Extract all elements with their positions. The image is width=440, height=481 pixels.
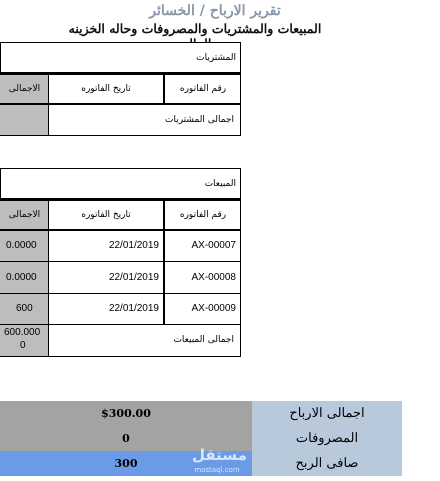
table-row <box>0 262 241 294</box>
row-invoice: AX-00007 <box>191 240 236 251</box>
purchases-header-date-cell <box>49 75 165 103</box>
sales-header-date-cell <box>49 201 165 229</box>
watermark-logo-text: مستقل <box>192 446 247 464</box>
total-profit-value: $300.00 <box>101 407 151 420</box>
purchases-total-value-cell <box>0 105 49 135</box>
sales-header-total: الاجمالى <box>8 210 41 220</box>
purchases-section-header <box>0 42 241 73</box>
sales-header-invoice: رقم الفاتوره <box>179 210 227 220</box>
sales-section-header <box>0 168 241 199</box>
expenses-label: المصروفات <box>295 431 359 446</box>
table-row <box>0 231 241 262</box>
sales-total-label: اجمالى المبيعات <box>173 335 234 345</box>
purchases-header-date: تاريخ الفاتوره <box>81 84 131 94</box>
purchases-header-total-cell <box>0 75 49 103</box>
row-date: 22/01/2019 <box>108 272 159 283</box>
purchases-header-row <box>0 73 241 105</box>
purchases-header-invoice-cell <box>165 75 241 103</box>
sales-header-total-cell <box>0 201 49 229</box>
purchases-section-title: المشتريات <box>196 53 236 63</box>
sales-header-invoice-cell <box>165 201 241 229</box>
sales-total-value-line2: 0 <box>20 340 26 351</box>
expenses-value: 0 <box>122 432 130 445</box>
row-invoice: AX-00008 <box>191 272 236 283</box>
row-invoice-cell <box>165 294 241 324</box>
row-total: 0.0000 <box>6 240 37 251</box>
purchases-total-label: اجمالى المشتريات <box>165 115 234 125</box>
sales-total-value-cell <box>0 325 49 356</box>
row-date-cell <box>49 262 165 293</box>
row-date-cell <box>49 294 165 324</box>
report-subtitle: المبيعات والمشتريات والمصروفات وحاله الخزينه <box>68 21 322 36</box>
row-total: 0.0000 <box>6 272 37 283</box>
watermark-url: mostaql.com <box>194 466 240 474</box>
sales-section-title: المبيعات <box>204 179 236 189</box>
row-total-cell <box>0 294 49 324</box>
purchases-total-row <box>0 105 241 136</box>
purchases-header-total: الاجمالى <box>8 84 41 94</box>
net-profit-value: 300 <box>114 457 138 470</box>
sales-total-row <box>0 325 241 357</box>
row-date-cell <box>49 231 165 261</box>
row-invoice: AX-00009 <box>191 303 236 314</box>
sales-header-date: تاريخ الفاتوره <box>81 210 131 220</box>
total-profit-label: اجمالى الارباح <box>289 406 365 421</box>
row-total: 600 <box>16 303 33 314</box>
row-date: 22/01/2019 <box>108 240 159 251</box>
row-total-cell <box>0 262 49 293</box>
net-profit-label: صافى الربح <box>295 456 359 471</box>
report-title: تقرير الارباح / الخسائر <box>149 3 281 19</box>
sales-header-row <box>0 199 241 231</box>
row-invoice-cell <box>165 231 241 261</box>
purchases-header-invoice: رقم الفاتوره <box>179 84 227 94</box>
sales-total-value-line1: 600.000 <box>4 327 41 338</box>
row-invoice-cell <box>165 262 241 293</box>
table-row <box>0 294 241 325</box>
row-total-cell <box>0 231 49 261</box>
row-date: 22/01/2019 <box>108 303 159 314</box>
